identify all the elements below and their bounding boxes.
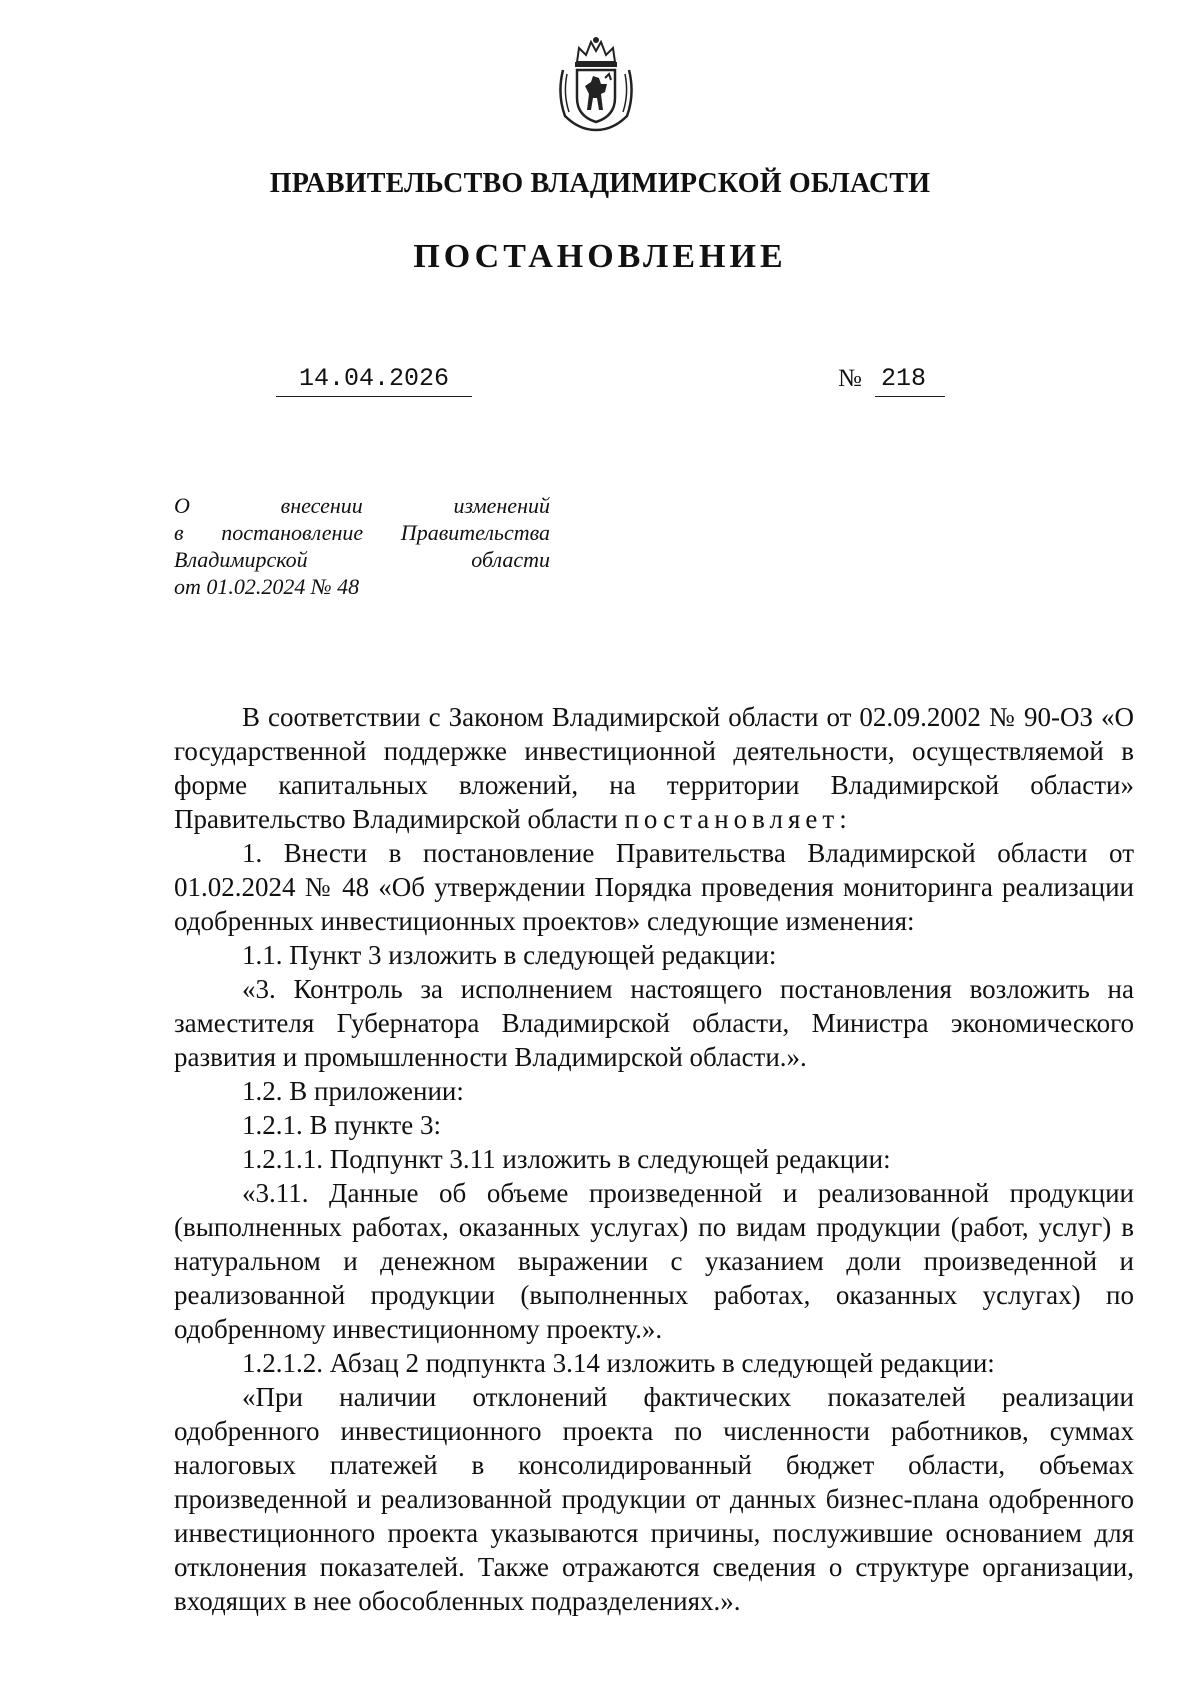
document-body <box>174 700 1134 1618</box>
body-paragraph: «3. Контроль за исполнением настоящего постановления возложить на заместителя Губернатора Владимирской области, Министра экономического развития и промышленности Владимирской области.». <box>174 974 1134 1072</box>
document-number: 218 <box>875 362 945 397</box>
subject-line: от 01.02.2024 № 48 <box>174 574 360 599</box>
body-paragraph: «При наличии отклонений фактических показателей реализации одобренного инвестиционного проекта по численности работников, суммах налоговых платежей в консолидированный бюджет области, объемах произведенной и реализованной продукции от данных бизнес-плана одобренного инвестиционного проекта указываются причины, послужившие основанием для отклонения показателей. Также отражаются сведения о структуре организации, входящих в нее обособленных подразделениях.». <box>174 1382 1134 1616</box>
preamble-text: В соответствии с Законом Владимирской области от 02.09.2002 № 90-ОЗ «О государственной поддержке инвестиционной деятельности, осуществляемой в форме капитальных вложений, на территории Владимирской области» Правительство Владимирской области <box>174 702 1134 834</box>
body-paragraph: «3.11. Данные об объеме произведенной и реализованной продукции (выполненных работах, оказанных услугах) по видам продукции (работ, услуг) в натуральном и денежном выражении с указанием доли произведенной и реализованной продукции (выполненных работах, оказанных услугах) по одобренному инвестиционному проекту.». <box>174 1178 1134 1344</box>
body-paragraph: 1.2.1.2. Абзац 2 подпункта 3.14 изложить в следующей редакции: <box>242 1348 995 1378</box>
document-date: 14.04.2026 <box>276 362 472 397</box>
coat-of-arms-icon <box>555 34 637 132</box>
document-type-title: ПОСТАНОВЛЕНИЕ <box>413 238 787 275</box>
body-paragraph: 1.1. Пункт 3 изложить в следующей редакции: <box>242 940 777 970</box>
body-paragraph: 1.2. В приложении: <box>242 1076 464 1106</box>
body-paragraph: 1.2.1.1. Подпункт 3.11 изложить в следующей редакции: <box>242 1144 891 1174</box>
preamble-paragraph <box>174 700 1134 836</box>
subject-line: в постановление Правительства <box>174 520 550 545</box>
number-label: № <box>838 365 862 392</box>
subject-line: О внесении изменений <box>174 493 550 518</box>
body-paragraph: 1.2.1. В пункте 3: <box>242 1110 441 1140</box>
body-paragraph: 1. Внести в постановление Правительства Владимирской области от 01.02.2024 № 48 «Об утверждении Порядка проведения мониторинга реализации одобренных инвестиционных проектов» следующие изменения: <box>174 838 1134 936</box>
subject-line: Владимирской области <box>174 547 550 572</box>
decree-word: постановляет: <box>624 804 852 834</box>
government-name: ПРАВИТЕЛЬСТВО ВЛАДИМИРСКОЙ ОБЛАСТИ <box>269 168 931 199</box>
